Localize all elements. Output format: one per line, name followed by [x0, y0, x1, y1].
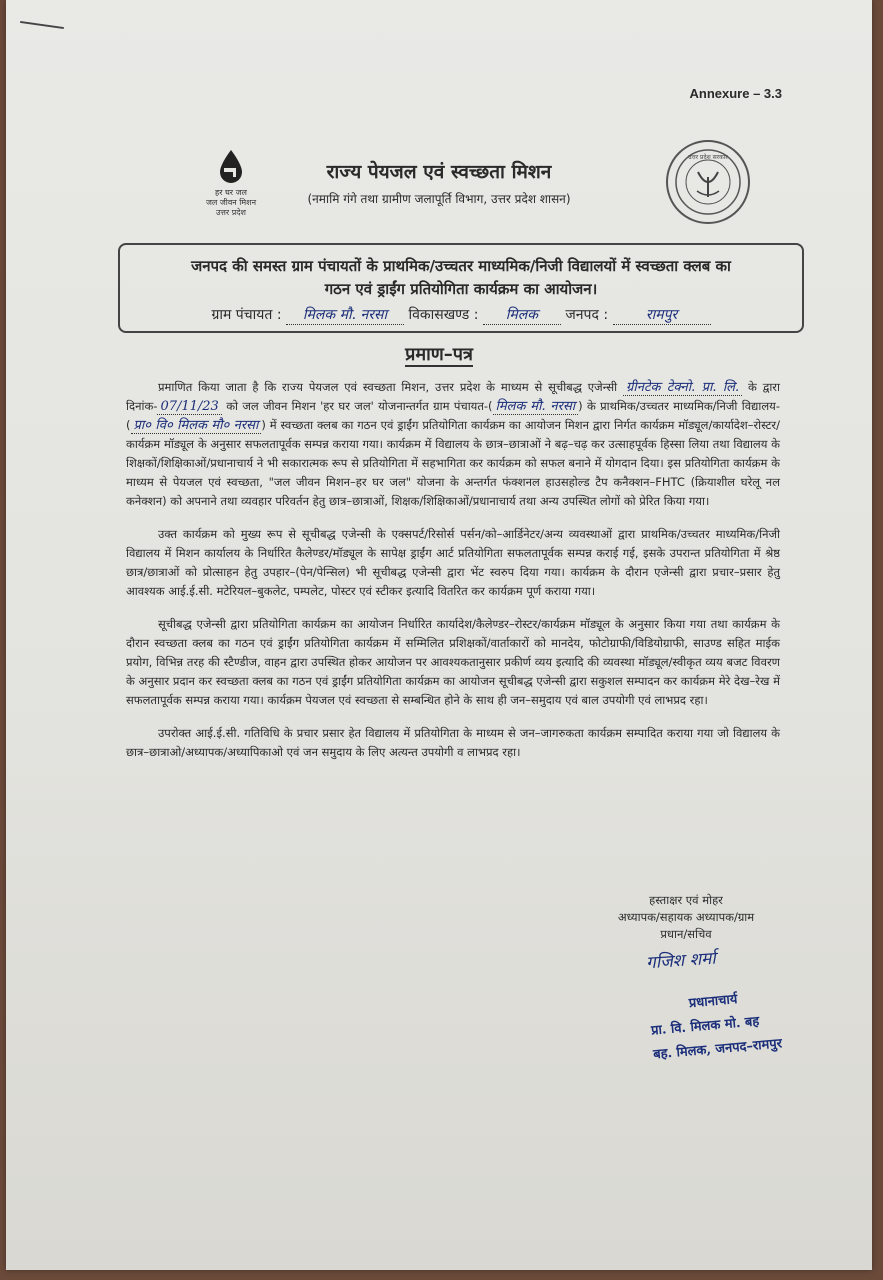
logo-left-line2: जल जीवन मिशन	[205, 198, 257, 207]
paragraph-1: प्रमाणित किया जाता है कि राज्य पेयजल एवं स्वच्छता मिशन, उत्तर प्रदेश के माध्यम से सूचीबद्ध एजेन्सी ग्रीनटेक टेक्नो. प्रा. लि. के द्वारा दिनांक- 07/11/23 को जल जीवन मिशन 'हर घर जल' योजनान्तर्गत ग्राम पंचायत-( मिलक मौ. नरसा ) के प्राथमिक/उच्चतर माध्यमिक/निजी विद्यालय-( प्रा० वि० मिलक मौ० नरसा ) में स्वच्छता क्लब का गठन एवं ड्राईंग प्रतियोगिता कार्यक्रम का आयोजन मिशन द्वारा निर्गत कार्यक्रम मॉड्यूल/कार्यादेश–रोस्टर/कार्यक्रम मॉड्यूल के अनुसार सफलतापूर्वक सम्पन्न कराया गया। कार्यक्रम में विद्यालय के छात्र–छात्राओं ने बढ़–चढ़ कर उत्साहपूर्वक हिस्सा लिया तथा विद्यालय के शिक्षकों/शिक्षिकाओं/प्रधानाचार्य ने भी सकारात्मक रूप से प्रतियोगिता में सहभागिता कर कार्यक्रम को सफल बनाने में योगदान दिया। इस प्रतियोगिता कार्यक्रम के माध्यम से पेयजल एवं स्वच्छता, "जल जीवन मिशन–हर घर जल" योजना के अन्तर्गत फंक्शनल हाउसहोल्ड टैप कनैक्शन–FHTC (क्रियाशील घरेलू नल कनेक्शन) को अपनाने तथा व्यवहार परिवर्तन हेतु छात्र–छात्राओं, शिक्षक/शिक्षिकाओं/प्रधानाचार्य तथा अन्य उपस्थित लोगों को प्रेरित किया गया।	[126, 380, 781, 508]
mission-title: राज्य पेयजल एवं स्वच्छता मिशन	[326, 161, 552, 183]
box-line1: जनपद की समस्त ग्राम पंचायतों के प्राथमिक/उच्चतर माध्यमिक/निजी विद्यालयों में स्वच्छता क्लब का	[191, 257, 731, 275]
header	[6, 158, 872, 207]
district-value: रामपुर	[613, 305, 711, 325]
pen-mark	[20, 21, 64, 29]
logo-left-line1: हर घर जल	[215, 188, 247, 197]
block-value: मिलक	[483, 305, 561, 325]
agency-name: ग्रीनटेक टेक्नो. प्रा. लि.	[623, 380, 742, 396]
program-box	[118, 243, 804, 333]
document-page	[6, 0, 872, 1270]
paragraph-3: सूचीबद्ध एजेन्सी द्वारा प्रतियोगिता कार्यक्रम का आयोजन निर्धारित कार्यादेश/कैलेण्डर–रोस्टर/कार्यक्रम मॉड्यूल के अनुसार किया गया तथा कार्यक्रम के दौरान स्वच्छता क्लब का गठन एवं ड्राईंग प्रतियोगिता कार्यक्रम में सम्मिलित प्रशिक्षकों/वार्ताकारों को मानदेय, फोटोग्राफी/विडियोग्राफी, साउण्ड सहित माईक प्रयोग, विभिन्न तरह की स्टैण्डीज, वाहन द्वारा उपस्थित होकर आयोजन पर आवश्यकतानुसार प्रकीर्ण व्यय इत्यादि की व्यवस्था मॉड्यूल/स्वीकृत व्यय बजट विवरण के अनुसार प्रदान कर स्वच्छता क्लब का गठन एवं ड्राईंग प्रतियोगिता कार्यक्रम का आयोजन सूचीबद्ध एजेन्सी द्वारा सकुशल सम्पादन कर कार्यक्रम मेरे देख–रेख में सफलतापूर्वक सम्पन्न कराया गया। कार्यक्रम पेयजल एवं स्वच्छता से सम्बन्धित होने के साथ ही जन–समुदाय एवं बाल उपयोगी एवं लाभप्रद रहा।	[126, 617, 780, 707]
signature-block	[566, 892, 806, 943]
certificate-body	[126, 378, 780, 776]
gram-panchayat: मिलक मौ. नरसा	[493, 399, 579, 415]
sign-line1: हस्ताक्षर एवं मोहर	[649, 893, 723, 907]
sign-line3: प्रधान/सचिव	[660, 927, 712, 941]
mission-subtitle: (नमामि गंगे तथा ग्रामीण जलापूर्ति विभाग, उत्तर प्रदेश शासन)	[307, 192, 571, 206]
handwritten-signature: गजिश शर्मा	[645, 948, 717, 974]
gp-label: ग्राम पंचायत :	[211, 307, 282, 323]
program-date: 07/11/23	[157, 399, 221, 415]
stamp-line2: प्रा. वि. मिलक मो. बह	[650, 1014, 760, 1039]
paragraph-2: उक्त कार्यक्रम को मुख्य रूप से सूचीबद्ध एजेन्सी के एक्सपर्ट/रिसोर्स पर्सन/को–आर्डिनेटर/अन्य व्यवस्थाओं द्वारा प्राथमिक/उच्चतर माध्यमिक/निजी विद्यालय में मिशन कार्यालय के निर्धारित कैलेण्डर/मॉड्यूल के सापेक्ष ड्राईंग आर्ट प्रतियोगिता सफलतापूर्वक सम्पन्न कराई गई, इसके उपरान्त प्रतियोगिता में श्रेष्ठ छात्र/छात्राओं को प्रोत्साहन हेतु उपहार–(पेन/पेन्सिल) भी सूचीबद्ध एजेन्सी द्वारा भेंट स्वरुप दिया गया। कार्यक्रम के दौरान एजेन्सी द्वारा प्रचार–प्रसार हेतु आवश्यक आई.ई.सी. मटेरियल–बुकलेट, पम्पलेट, पोस्टर एवं स्टीकर इत्यादि वितरित कर कार्यक्रम पूर्ण कराया गया।	[126, 527, 780, 598]
gp-value: मिलक मौ. नरसा	[286, 305, 404, 325]
district-label: जनपद :	[565, 307, 609, 323]
school-name: प्रा० वि० मिलक मौ० नरसा	[131, 418, 262, 434]
stamp-line3: बह. मिलक, जनपद–रामपुर	[652, 1036, 783, 1063]
school-stamp	[648, 985, 783, 1068]
annexure-label: Annexure – 3.3	[689, 86, 782, 101]
box-line2: गठन एवं ड्राईंग प्रतियोगिता कार्यक्रम का आयोजन।	[324, 280, 598, 298]
emblem-text: उत्तर प्रदेश सरकार	[688, 154, 728, 161]
certificate-title: प्रमाण–पत्र	[405, 344, 473, 365]
logo-left-line3: उत्तर प्रदेश	[216, 208, 246, 217]
sign-line2: अध्यापक/सहायक अध्यापक/ग्राम	[617, 910, 755, 924]
block-label: विकासखण्ड :	[408, 307, 479, 323]
location-row	[120, 305, 802, 325]
stamp-line1: प्रधानाचार्य	[688, 992, 738, 1012]
paragraph-4: उपरोक्त आई.ई.सी. गतिविधि के प्रचार प्रसार हेत विद्यालय में प्रतियोगिता के माध्यम से जन–जागरुकता कार्यक्रम सम्पादित कराया गया जो विद्यालय के छात्र–छात्राओ/अध्यापक/अध्यापिकाओ एवं जन समुदाय के लिए अत्यन्त उपयोगी व लाभप्रद रहा।	[126, 726, 780, 759]
